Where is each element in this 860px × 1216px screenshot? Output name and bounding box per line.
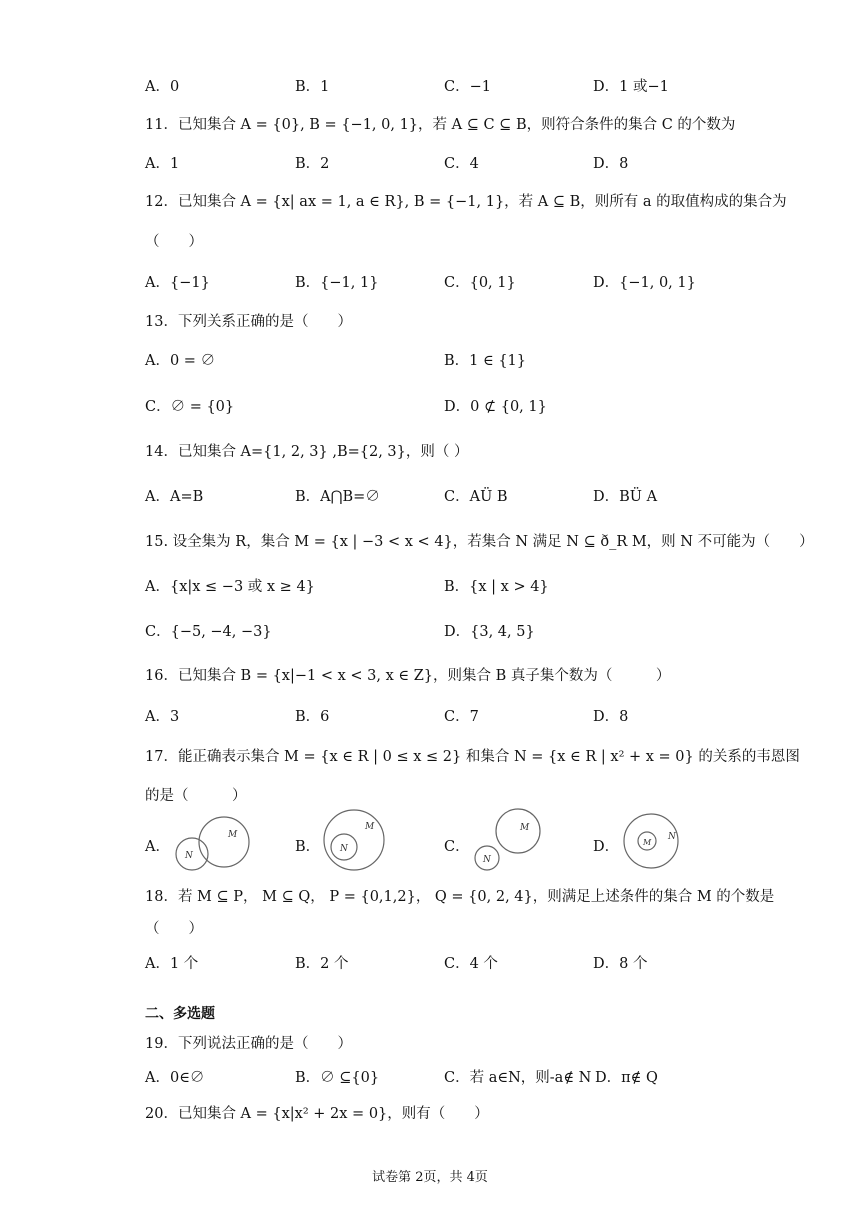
q10-option-b: B．1 bbox=[295, 79, 330, 95]
q16-option-c: C．7 bbox=[444, 709, 479, 725]
venn-a-label-m: M bbox=[228, 830, 238, 840]
venn-c-label-m: M bbox=[520, 823, 530, 833]
question-11: 11．已知集合 A = {0}, B = {−1, 0, 1}，若 A ⊆ C ⊆ B，则符合条件的集合 C 的个数为 bbox=[145, 117, 736, 133]
q16-option-d: D．8 bbox=[593, 709, 629, 725]
q15-option-a: A．{x|x ≤ −3 或 x ≥ 4} bbox=[145, 579, 315, 595]
q11-option-c: C．4 bbox=[444, 156, 479, 172]
q19-option-b: B．∅ ⊆{0} bbox=[295, 1070, 380, 1086]
question-18-paren: （ ） bbox=[145, 921, 203, 937]
question-12: 12．已知集合 A = {x| ax = 1, a ∈ R}, B = {−1, 1}，若 A ⊆ B，则所有 a 的取值构成的集合为 bbox=[145, 194, 787, 210]
q12-option-b: B．{−1, 1} bbox=[295, 275, 379, 291]
q17-option-c: C． bbox=[444, 839, 470, 855]
q11-option-b: B．2 bbox=[295, 156, 330, 172]
q12-option-a: A．{−1} bbox=[145, 275, 210, 291]
q19-option-c: C．若 a∈N，则-a∉ N bbox=[444, 1070, 592, 1086]
q14-option-c: C．AÜ B bbox=[444, 489, 508, 505]
q17-option-a: A． bbox=[145, 839, 170, 855]
q18-option-c: C．4 个 bbox=[444, 956, 498, 972]
q18-option-d: D．8 个 bbox=[593, 956, 648, 972]
section-title: 二、多选题 bbox=[145, 1006, 215, 1022]
q13-option-c: C．∅ = {0} bbox=[145, 399, 235, 415]
question-17: 17．能正确表示集合 M = {x ∈ R | 0 ≤ x ≤ 2} 和集合 N = {x ∈ R | x² + x = 0} 的关系的韦恩图 bbox=[145, 749, 800, 765]
question-20: 20．已知集合 A = {x|x² + 2x = 0}，则有（ ） bbox=[145, 1106, 489, 1122]
q10-option-d: D．1 或−1 bbox=[593, 79, 669, 95]
venn-d-label-n: N bbox=[668, 832, 676, 842]
q11-option-d: D．8 bbox=[593, 156, 629, 172]
q18-option-a: A．1 个 bbox=[145, 956, 199, 972]
question-14: 14．已知集合 A={1, 2, 3} ,B={2, 3}，则（ ） bbox=[145, 444, 469, 460]
venn-a-label-n: N bbox=[185, 851, 193, 861]
venn-diagram-d bbox=[619, 812, 683, 870]
question-16: 16．已知集合 B = {x|−1 < x < 3, x ∈ Z}，则集合 B 真子集个数为（ ） bbox=[145, 668, 671, 684]
q10-option-c: C．−1 bbox=[444, 79, 491, 95]
q14-option-d: D．BÜ A bbox=[593, 489, 658, 505]
venn-diagram-a bbox=[168, 812, 258, 872]
question-15: 15. 设全集为 R，集合 M = {x | −3 < x < 4}，若集合 N 满足 N ⊆ ð_R M，则 N 不可能为（ ） bbox=[145, 534, 814, 550]
q16-option-a: A．3 bbox=[145, 709, 180, 725]
question-18: 18．若 M ⊆ P， M ⊆ Q， P = {0,1,2}， Q = {0, 2, 4}，则满足上述条件的集合 M 的个数是 bbox=[145, 889, 775, 905]
q15-option-d: D．{3, 4, 5} bbox=[444, 624, 535, 640]
q14-option-b: B．A⋂B=∅ bbox=[295, 489, 380, 505]
question-17-cont: 的是（ ） bbox=[145, 788, 247, 804]
q18-option-b: B．2 个 bbox=[295, 956, 349, 972]
question-19: 19．下列说法正确的是（ ） bbox=[145, 1036, 352, 1052]
venn-diagram-c bbox=[468, 806, 548, 874]
q19-option-a: A．0∈∅ bbox=[145, 1070, 205, 1086]
q15-option-b: B．{x | x > 4} bbox=[444, 579, 549, 595]
q13-option-a: A．0 = ∅ bbox=[145, 353, 216, 369]
venn-c-label-n: N bbox=[483, 855, 491, 865]
q13-option-b: B．1 ∈ {1} bbox=[444, 353, 527, 369]
question-13: 13．下列关系正确的是（ ） bbox=[145, 314, 352, 330]
venn-diagram-b bbox=[318, 808, 390, 874]
venn-b-label-n: N bbox=[340, 844, 348, 854]
q12-option-c: C．{0, 1} bbox=[444, 275, 516, 291]
page-footer: 试卷第 2页，共 4页 bbox=[372, 1170, 488, 1185]
q10-option-a: A．0 bbox=[145, 79, 180, 95]
q16-option-b: B．6 bbox=[295, 709, 330, 725]
q15-option-c: C．{−5, −4, −3} bbox=[145, 624, 272, 640]
venn-b-label-m: M bbox=[365, 822, 375, 832]
q17-option-d: D． bbox=[593, 839, 620, 855]
q12-option-d: D．{−1, 0, 1} bbox=[593, 275, 696, 291]
question-12-paren: （ ） bbox=[145, 234, 203, 250]
q14-option-a: A．A=B bbox=[145, 489, 204, 505]
q13-option-d: D．0 ⊄ {0, 1} bbox=[444, 399, 547, 415]
q17-option-b: B． bbox=[295, 839, 321, 855]
q11-option-a: A．1 bbox=[145, 156, 180, 172]
venn-d-label-m: M bbox=[643, 838, 652, 847]
q19-option-d: D．π∉ Q bbox=[595, 1070, 658, 1086]
